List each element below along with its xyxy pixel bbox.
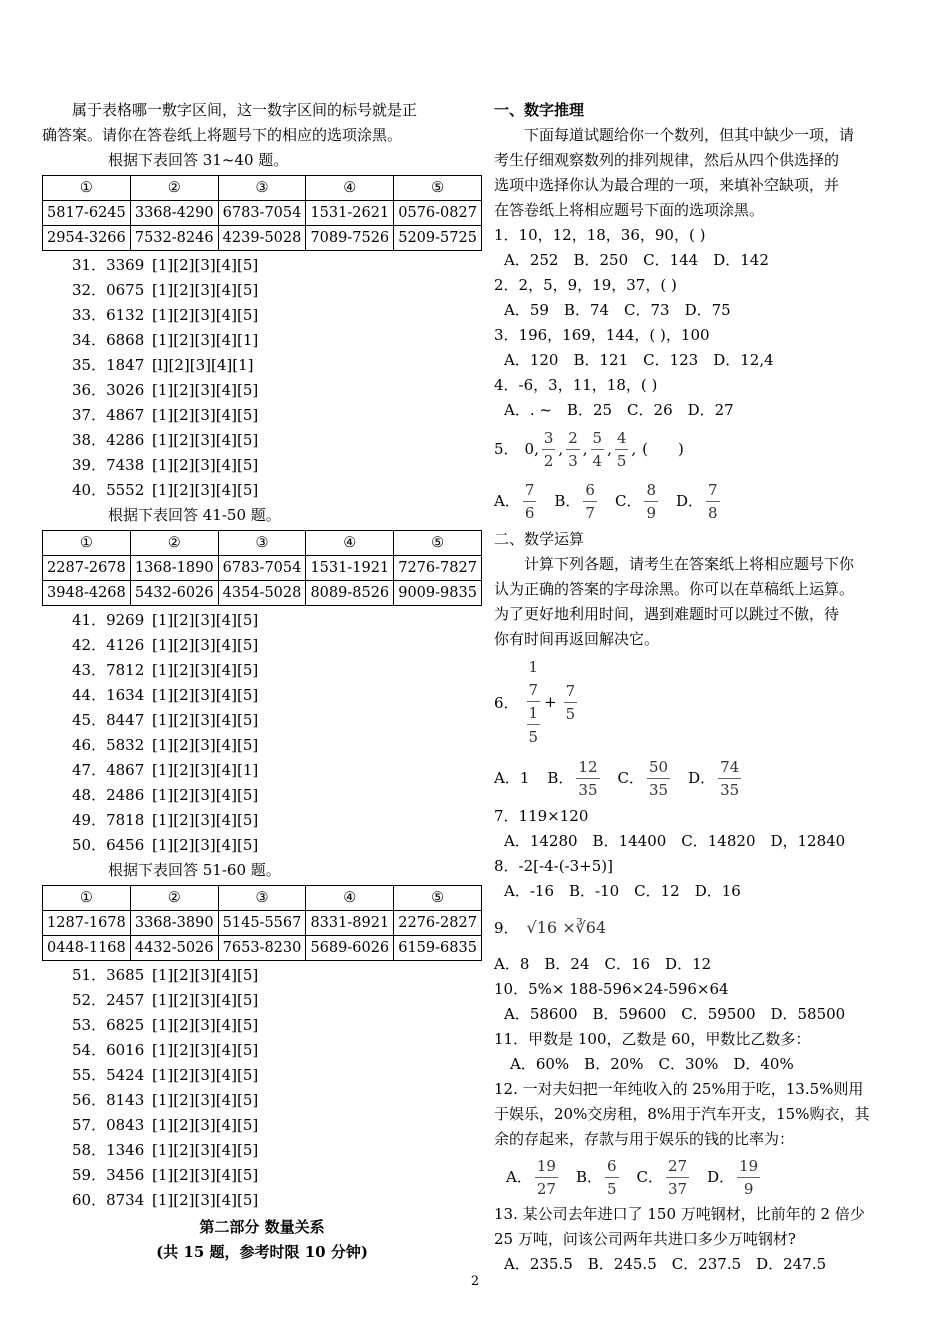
item-options: [1][2][3][4][5] bbox=[152, 786, 259, 804]
fraction bbox=[666, 1155, 689, 1200]
answer-item bbox=[42, 278, 482, 303]
item-options: [1][2][3][4][5] bbox=[152, 661, 259, 679]
item-options: [1][2][3][4][5] bbox=[152, 836, 259, 854]
question-1: 1．10，12，18，36，90，( ) bbox=[494, 226, 706, 244]
table2-heading: 根据下表回答 41-50 题。 bbox=[108, 506, 281, 524]
item-number: 58．1346 bbox=[72, 1141, 145, 1159]
answer-item bbox=[42, 453, 482, 478]
answer-item bbox=[42, 988, 482, 1013]
fraction bbox=[576, 756, 599, 801]
table-header-cell: ⑤ bbox=[394, 531, 482, 556]
answer-item bbox=[42, 963, 482, 988]
answer-item bbox=[42, 1013, 482, 1038]
answer-item bbox=[42, 428, 482, 453]
fraction bbox=[737, 1155, 760, 1200]
fraction-denominator: 8 bbox=[708, 503, 718, 522]
table-cell: 2954-3266 bbox=[43, 226, 131, 251]
item-number: 44．1634 bbox=[72, 686, 145, 704]
answer-item bbox=[42, 1113, 482, 1138]
fraction-denominator: 3 bbox=[568, 451, 578, 470]
table-cell: 1368-1890 bbox=[130, 556, 218, 581]
complex-fraction-bottom: 5 bbox=[527, 724, 541, 749]
part-two-subtitle: (共 15 题，参考时限 10 分钟) bbox=[156, 1243, 368, 1261]
question-3: 3．196，169，144，( )，100 bbox=[494, 326, 710, 344]
table-cell: 7276-7827 bbox=[394, 556, 482, 581]
question-1-options: A．252 B．250 C．144 D．142 bbox=[504, 251, 769, 269]
intro-line-2: 确答案。请你在答卷纸上将题号下的相应的选项涂黑。 bbox=[42, 126, 403, 144]
table-cell: 8331-8921 bbox=[306, 911, 394, 936]
table-cell: 6783-7054 bbox=[218, 201, 306, 226]
question-5: 5． 0, $\frac{3}{2}$ , $\frac{2}{3}$ , $\frac{5}{4}$ , $\frac{4}{5}$ , ( ) bbox=[494, 423, 914, 475]
section2-intro-line: 计算下列各题，请考生在答案纸上将相应题号下你 bbox=[494, 555, 855, 573]
right-column bbox=[494, 98, 914, 1277]
item-options: [1][2][3][4][5] bbox=[152, 811, 259, 829]
question-11: 11．甲数是 100，乙数是 60，甲数比乙数多： bbox=[494, 1030, 811, 1048]
item-options: [1][2][3][4][1] bbox=[152, 331, 259, 349]
fraction-numerator: 2 bbox=[566, 427, 580, 450]
item-options: [1][2][3][4][5] bbox=[152, 686, 259, 704]
complex-fraction bbox=[527, 655, 541, 749]
option-label: C． bbox=[617, 769, 644, 787]
question-4: 4．-6，3，11，18，( ) bbox=[494, 376, 658, 394]
item-number: 39．7438 bbox=[72, 456, 145, 474]
item-number: 33．6132 bbox=[72, 306, 145, 324]
option-label: B． bbox=[547, 769, 574, 787]
question-5-zero: 0, bbox=[524, 440, 539, 458]
table-header-cell: ① bbox=[43, 531, 131, 556]
question-13-options: A．235.5 B．245.5 C．237.5 D．247.5 bbox=[504, 1255, 827, 1273]
item-options: [1][2][3][4][5] bbox=[152, 711, 259, 729]
table3-heading: 根据下表回答 51-60 题。 bbox=[108, 861, 281, 879]
item-list-41-50 bbox=[42, 608, 482, 858]
answer-item bbox=[42, 633, 482, 658]
question-13-line: 25 万吨，问该公司两年共进口多少万吨钢材? bbox=[494, 1230, 796, 1248]
range-table-2 bbox=[42, 530, 482, 606]
answer-item bbox=[42, 733, 482, 758]
fraction-denominator: 27 bbox=[536, 1179, 556, 1198]
answer-item bbox=[42, 1163, 482, 1188]
item-number: 54．6016 bbox=[72, 1041, 145, 1059]
section1-intro-line: 选项中选择你认为最合理的一项，来填补空缺项，并 bbox=[494, 176, 840, 194]
table-header-cell: ② bbox=[130, 176, 218, 201]
table-cell: 5209-5725 bbox=[394, 226, 482, 251]
item-options: [1][2][3][4][5] bbox=[152, 256, 259, 274]
table-header-cell: ① bbox=[43, 886, 131, 911]
option-label: D． bbox=[707, 1168, 735, 1186]
item-number: 31．3369 bbox=[72, 256, 145, 274]
item-options: [1][2][3][4][5] bbox=[152, 406, 259, 424]
item-number: 43．7812 bbox=[72, 661, 145, 679]
fraction-numerator: 7 bbox=[706, 479, 720, 502]
fraction-denominator: 6 bbox=[524, 503, 535, 522]
answer-item bbox=[42, 378, 482, 403]
fraction bbox=[542, 427, 556, 472]
question-8-options: A．-16 B．-10 C．12 D．16 bbox=[504, 882, 741, 900]
table-cell: 1531-1921 bbox=[306, 556, 394, 581]
table-header-cell: ④ bbox=[306, 886, 394, 911]
question-12-line: 12. 一对夫妇把一年纯收入的 25%用于吃，13.5%则用 bbox=[494, 1080, 864, 1098]
fraction-denominator: 37 bbox=[668, 1179, 688, 1198]
fraction bbox=[706, 479, 720, 524]
item-number: 35．1847 bbox=[72, 356, 145, 374]
item-options: [1][2][3][4][5] bbox=[152, 1141, 259, 1159]
table-header-cell: ③ bbox=[218, 176, 306, 201]
question-9-label: 9． bbox=[494, 919, 519, 937]
item-options: [1][2][3][4][5] bbox=[152, 431, 259, 449]
table-cell: 5432-6026 bbox=[130, 581, 218, 606]
answer-item bbox=[42, 608, 482, 633]
section2-intro-line: 为了更好地利用时间，遇到难题时可以跳过不傲，待 bbox=[494, 605, 840, 623]
fraction bbox=[644, 479, 658, 524]
answer-item bbox=[42, 403, 482, 428]
item-number: 37．4867 bbox=[72, 406, 145, 424]
fraction bbox=[718, 756, 741, 801]
answer-item bbox=[42, 1063, 482, 1088]
item-number: 57．0843 bbox=[72, 1116, 145, 1134]
question-9 bbox=[494, 904, 914, 952]
fraction-denominator: 35 bbox=[649, 780, 669, 799]
complex-fraction-top: 1 bbox=[528, 658, 539, 676]
question-10: 10．5%× 188-596×24-596×64 bbox=[494, 980, 729, 998]
answer-item bbox=[42, 1138, 482, 1163]
question-5-options bbox=[494, 475, 914, 527]
plus-sign: + bbox=[544, 693, 557, 711]
fraction-numerator: 7 bbox=[527, 679, 541, 702]
question-3-options: A．120 B．121 C．123 D．12,4 bbox=[504, 351, 774, 369]
table-cell: 7653-8230 bbox=[218, 936, 306, 961]
answer-item bbox=[42, 658, 482, 683]
fraction bbox=[647, 756, 670, 801]
table-cell: 2287-2678 bbox=[43, 556, 131, 581]
item-options: [1][2][3][4][5] bbox=[152, 1116, 259, 1134]
fraction-numerator: 50 bbox=[647, 756, 670, 779]
table-cell: 5817-6245 bbox=[43, 201, 131, 226]
fraction-numerator: 7 bbox=[523, 479, 537, 502]
item-number: 56．8143 bbox=[72, 1091, 145, 1109]
answer-item bbox=[42, 808, 482, 833]
question-4-options: A．. ~ B．25 C．26 D．27 bbox=[504, 401, 734, 419]
table-header-cell: ② bbox=[130, 531, 218, 556]
table-cell: 4354-5028 bbox=[218, 581, 306, 606]
answer-item bbox=[42, 478, 482, 503]
fraction-denominator: 1 bbox=[528, 704, 539, 722]
item-list-51-60 bbox=[42, 963, 482, 1213]
range-table-3 bbox=[42, 885, 482, 961]
answer-item bbox=[42, 303, 482, 328]
fraction-numerator: 19 bbox=[737, 1155, 760, 1178]
left-column bbox=[42, 98, 482, 1265]
question-8: 8．-2[-4-(-3+5)] bbox=[494, 857, 613, 875]
table-header-cell: ④ bbox=[306, 176, 394, 201]
fraction bbox=[566, 427, 580, 472]
question-13-line: 13. 某公司去年进口了 150 万吨钢材，比前年的 2 倍少 bbox=[494, 1205, 865, 1223]
question-5-label: 5． bbox=[494, 440, 519, 458]
question-12-line: 于娱乐，20%交房租，8%用于汽车开支，15%购衣，其 bbox=[494, 1105, 870, 1123]
table-cell: 7532-8246 bbox=[130, 226, 218, 251]
fraction-denominator: 9 bbox=[646, 503, 656, 522]
item-number: 60．8734 bbox=[72, 1191, 145, 1209]
table-cell: 0448-1168 bbox=[43, 936, 131, 961]
option-label: D． bbox=[676, 492, 704, 510]
item-number: 41．9269 bbox=[72, 611, 145, 629]
question-2-options: A．59 B．74 C．73 D．75 bbox=[504, 301, 731, 319]
table-cell: 5689-6026 bbox=[306, 936, 394, 961]
table1-heading: 根据下表回答 31~40 题。 bbox=[108, 151, 289, 169]
table-header-cell: ③ bbox=[218, 531, 306, 556]
table-cell: 8089-8526 bbox=[306, 581, 394, 606]
fraction-denominator: 7 bbox=[585, 503, 595, 522]
question-9-options: A．8 B．24 C．16 D．12 bbox=[494, 955, 712, 973]
question-2: 2．2，5，9，19，37，( ) bbox=[494, 276, 677, 294]
table-cell: 0576-0827 bbox=[394, 201, 482, 226]
item-number: 49．7818 bbox=[72, 811, 145, 829]
item-number: 52．2457 bbox=[72, 991, 145, 1009]
fraction bbox=[615, 427, 629, 472]
question-5-blank: ( ) bbox=[642, 440, 684, 458]
fraction-numerator: 27 bbox=[666, 1155, 689, 1178]
item-options: [1][2][3][4][5] bbox=[152, 636, 259, 654]
table-cell: 1287-1678 bbox=[43, 911, 131, 936]
answer-item bbox=[42, 328, 482, 353]
item-number: 47．4867 bbox=[72, 761, 145, 779]
option-label: C． bbox=[636, 1168, 663, 1186]
fraction-denominator: 2 bbox=[543, 451, 554, 470]
table-header-cell: ⑤ bbox=[394, 886, 482, 911]
answer-item bbox=[42, 353, 482, 378]
fraction-numerator: 5 bbox=[591, 427, 605, 450]
item-options: [1][2][3][4][5] bbox=[152, 1166, 259, 1184]
table-cell: 7089-7526 bbox=[306, 226, 394, 251]
fraction-numerator: 3 bbox=[542, 427, 556, 450]
fraction-numerator: 12 bbox=[576, 756, 599, 779]
section1-intro-line: 考生仔细观察数列的排列规律，然后从四个供选择的 bbox=[494, 151, 840, 169]
answer-item bbox=[42, 833, 482, 858]
table-cell: 3948-4268 bbox=[43, 581, 131, 606]
table-cell: 2276-2827 bbox=[394, 911, 482, 936]
fraction-denominator: 5 bbox=[565, 704, 576, 723]
fraction-denominator: 4 bbox=[592, 451, 603, 470]
fraction-denominator: 5 bbox=[616, 451, 627, 470]
table-cell: 4432-5026 bbox=[130, 936, 218, 961]
item-options: [1][2][3][4][5] bbox=[152, 991, 259, 1009]
question-7-options: A．14280 B．14400 C．14820 D，12840 bbox=[504, 832, 846, 850]
fraction-numerator: 8 bbox=[644, 479, 658, 502]
answer-item bbox=[42, 1088, 482, 1113]
table-header-cell: ① bbox=[43, 176, 131, 201]
fraction bbox=[564, 680, 578, 725]
question-12-options bbox=[494, 1152, 914, 1202]
fraction bbox=[523, 479, 537, 524]
answer-item bbox=[42, 253, 482, 278]
question-10-options: A．58600 B．59600 C．59500 D．58500 bbox=[504, 1005, 846, 1023]
item-number: 50．6456 bbox=[72, 836, 145, 854]
item-options: [1][2][3][4][5] bbox=[152, 481, 259, 499]
question-6-label: 6． bbox=[494, 693, 519, 712]
table-cell: 1531-2621 bbox=[306, 201, 394, 226]
fraction bbox=[535, 1155, 558, 1200]
section-number-reasoning-title: 一、数字推理 bbox=[494, 101, 585, 119]
question-7: 7．119×120 bbox=[494, 807, 589, 825]
item-options: [1][2][3][4][5] bbox=[152, 281, 259, 299]
section2-intro-line: 你有时间再返回解决它。 bbox=[494, 630, 660, 648]
fraction-numerator: 6 bbox=[583, 479, 597, 502]
fraction bbox=[583, 479, 597, 524]
table-cell: 9009-9835 bbox=[394, 581, 482, 606]
table-cell: 3368-3890 bbox=[130, 911, 218, 936]
item-list-31-40 bbox=[42, 253, 482, 503]
item-options: [1][2][3][4][5] bbox=[152, 306, 259, 324]
table-cell: 6159-6835 bbox=[394, 936, 482, 961]
item-number: 38．4286 bbox=[72, 431, 145, 449]
option-label: A． bbox=[494, 492, 520, 510]
question-6-options bbox=[494, 752, 914, 804]
fraction-denominator: 9 bbox=[743, 1179, 754, 1198]
part-two-title: 第二部分 数量关系 bbox=[199, 1218, 325, 1236]
option-label: A．1 bbox=[494, 769, 530, 787]
question-11-options: A．60% B．20% C．30% D．40% bbox=[510, 1055, 794, 1073]
answer-item bbox=[42, 758, 482, 783]
fraction-denominator: 5 bbox=[606, 1179, 617, 1198]
answer-item bbox=[42, 1038, 482, 1063]
page-number: 2 bbox=[470, 1274, 480, 1289]
item-number: 59．3456 bbox=[72, 1166, 145, 1184]
item-options: [1][2][3][4][5] bbox=[152, 611, 259, 629]
answer-item bbox=[42, 708, 482, 733]
item-number: 42．4126 bbox=[72, 636, 145, 654]
table-header-cell: ⑤ bbox=[394, 176, 482, 201]
option-label: B． bbox=[575, 1168, 602, 1186]
table-cell: 6783-7054 bbox=[218, 556, 306, 581]
table-header-cell: ③ bbox=[218, 886, 306, 911]
fraction-numerator: 4 bbox=[615, 427, 629, 450]
item-options: [1][2][3][4][5] bbox=[152, 456, 259, 474]
question-6 bbox=[494, 652, 914, 752]
option-label: B． bbox=[554, 492, 581, 510]
answer-item bbox=[42, 783, 482, 808]
table-header-cell: ④ bbox=[306, 531, 394, 556]
item-number: 34．6868 bbox=[72, 331, 145, 349]
fraction-numerator: 74 bbox=[718, 756, 741, 779]
item-number: 46．5832 bbox=[72, 736, 145, 754]
range-table-1 bbox=[42, 175, 482, 251]
item-number: 36．3026 bbox=[72, 381, 145, 399]
fraction-denominator: 35 bbox=[720, 780, 740, 799]
table-cell: 3368-4290 bbox=[130, 201, 218, 226]
item-number: 53．6825 bbox=[72, 1016, 145, 1034]
table-header-cell: ② bbox=[130, 886, 218, 911]
item-options: [1][2][3][4][5] bbox=[152, 966, 259, 984]
fraction bbox=[527, 679, 541, 724]
item-number: 48．2486 bbox=[72, 786, 145, 804]
item-number: 55．5424 bbox=[72, 1066, 145, 1084]
item-options: [1][2][3][4][1] bbox=[152, 761, 259, 779]
question-9-expression: √16 ×∛64 bbox=[526, 918, 607, 937]
item-options: [1][2][3][4][5] bbox=[152, 1191, 259, 1209]
table-cell: 5145-5567 bbox=[218, 911, 306, 936]
fraction-denominator: 35 bbox=[578, 780, 598, 799]
item-options: [l][2][3][4][1] bbox=[152, 356, 254, 374]
table-cell: 4239-5028 bbox=[218, 226, 306, 251]
item-options: [1][2][3][4][5] bbox=[152, 381, 259, 399]
item-options: [1][2][3][4][5] bbox=[152, 736, 259, 754]
item-number: 51．3685 bbox=[72, 966, 145, 984]
fraction-numerator: 19 bbox=[535, 1155, 558, 1178]
item-options: [1][2][3][4][5] bbox=[152, 1066, 259, 1084]
item-options: [1][2][3][4][5] bbox=[152, 1041, 259, 1059]
question-12-line: 余的存起来，存款与用于娱乐的钱的比率为： bbox=[494, 1130, 795, 1148]
option-label: D． bbox=[688, 769, 716, 787]
section1-intro-line: 在答卷纸上将相应题号下面的选项涂黑。 bbox=[494, 201, 765, 219]
item-options: [1][2][3][4][5] bbox=[152, 1091, 259, 1109]
option-label: A． bbox=[506, 1168, 532, 1186]
item-options: [1][2][3][4][5] bbox=[152, 1016, 259, 1034]
answer-item bbox=[42, 1188, 482, 1213]
item-number: 45．8447 bbox=[72, 711, 145, 729]
fraction bbox=[605, 1155, 619, 1200]
section2-intro-line: 认为正确的答案的字母涂黑。你可以在草稿纸上运算。 bbox=[494, 580, 855, 598]
answer-item bbox=[42, 683, 482, 708]
fraction bbox=[591, 427, 605, 472]
intro-line-1: 属于表格哪一敷字区间，这一数字区间的标号就是正 bbox=[72, 101, 418, 119]
item-number: 32．0675 bbox=[72, 281, 145, 299]
option-label: C． bbox=[614, 492, 642, 510]
fraction-numerator: 7 bbox=[564, 680, 578, 703]
section1-intro-line: 下面每道试题给你一个数列，但其中缺少一项，请 bbox=[494, 126, 855, 144]
fraction-numerator: 6 bbox=[605, 1155, 619, 1178]
item-number: 40．5552 bbox=[72, 481, 145, 499]
section-math-title: 二、数学运算 bbox=[494, 530, 585, 548]
